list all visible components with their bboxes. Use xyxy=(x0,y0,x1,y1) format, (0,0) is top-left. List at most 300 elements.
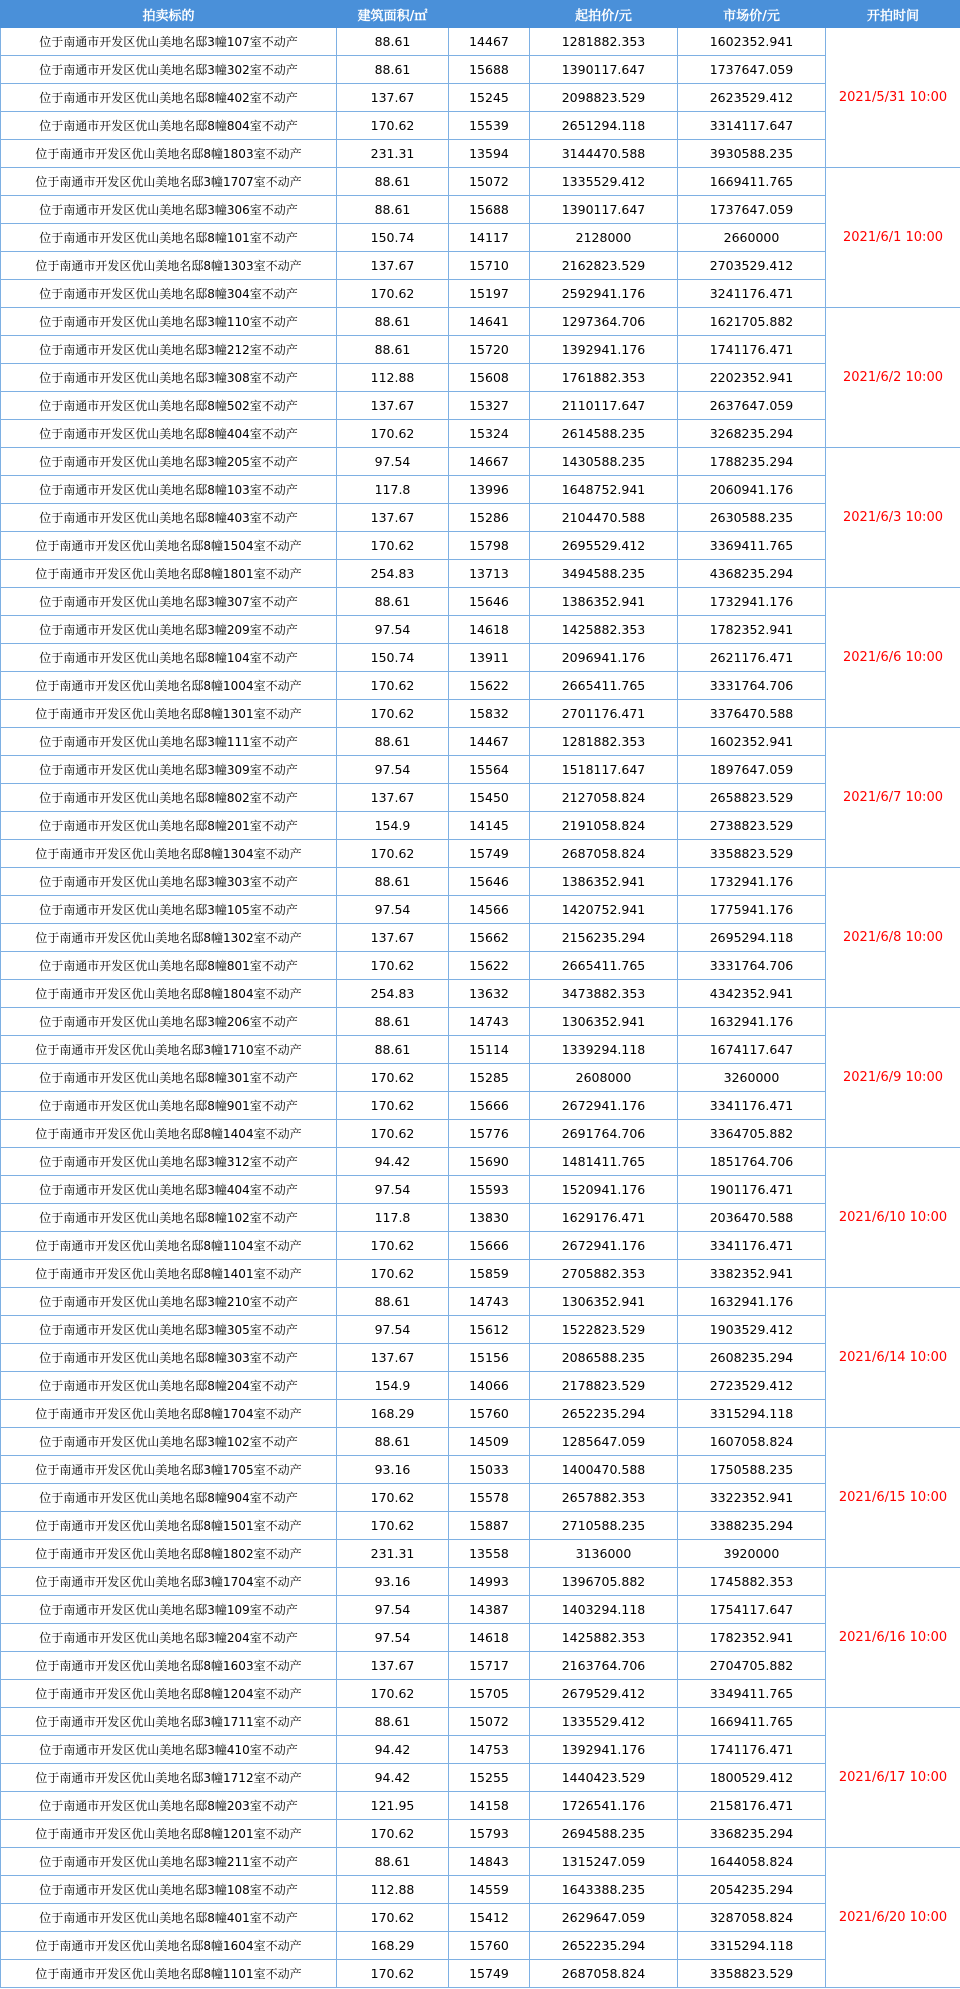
table-row xyxy=(1,336,960,364)
unit-price-cell: 15798 xyxy=(449,532,530,560)
market-price-cell: 1737647.059 xyxy=(678,196,826,224)
starting-price-cell: 2156235.294 xyxy=(530,924,678,952)
table-row xyxy=(1,1176,960,1204)
lot-name-cell: 位于南通市开发区优山美地名邸3幢302室不动产 xyxy=(1,56,337,84)
starting-price-cell: 1390117.647 xyxy=(530,56,678,84)
unit-price-cell: 15859 xyxy=(449,1260,530,1288)
table-row xyxy=(1,504,960,532)
lot-name-cell: 位于南通市开发区优山美地名邸8幢1802室不动产 xyxy=(1,1540,337,1568)
unit-price-cell: 14843 xyxy=(449,1848,530,1876)
unit-price-cell: 15539 xyxy=(449,112,530,140)
market-price-cell: 2703529.412 xyxy=(678,252,826,280)
lot-name-cell: 位于南通市开发区优山美地名邸3幢306室不动产 xyxy=(1,196,337,224)
auction-time-cell: 2021/6/10 10:00 xyxy=(826,1148,960,1288)
starting-price-cell: 1726541.176 xyxy=(530,1792,678,1820)
lot-name-cell: 位于南通市开发区优山美地名邸8幢1603室不动产 xyxy=(1,1652,337,1680)
starting-price-cell: 1386352.941 xyxy=(530,868,678,896)
starting-price-cell: 2687058.824 xyxy=(530,840,678,868)
market-price-cell: 2621176.471 xyxy=(678,644,826,672)
market-price-cell: 3388235.294 xyxy=(678,1512,826,1540)
starting-price-cell: 2127058.824 xyxy=(530,784,678,812)
unit-price-cell: 13558 xyxy=(449,1540,530,1568)
area-cell: 97.54 xyxy=(337,1176,449,1204)
starting-price-cell: 1335529.412 xyxy=(530,1708,678,1736)
starting-price-cell: 1335529.412 xyxy=(530,168,678,196)
area-cell: 170.62 xyxy=(337,1064,449,1092)
area-cell: 97.54 xyxy=(337,616,449,644)
table-row xyxy=(1,1428,960,1456)
table-row xyxy=(1,980,960,1008)
unit-price-cell: 13632 xyxy=(449,980,530,1008)
starting-price-cell: 2695529.412 xyxy=(530,532,678,560)
table-row xyxy=(1,616,960,644)
market-price-cell: 3364705.882 xyxy=(678,1120,826,1148)
table-row xyxy=(1,308,960,336)
table-row xyxy=(1,588,960,616)
area-cell: 170.62 xyxy=(337,700,449,728)
unit-price-cell: 14743 xyxy=(449,1008,530,1036)
lot-name-cell: 位于南通市开发区优山美地名邸3幢108室不动产 xyxy=(1,1876,337,1904)
area-cell: 88.61 xyxy=(337,56,449,84)
table-row xyxy=(1,1932,960,1960)
market-price-cell: 1644058.824 xyxy=(678,1848,826,1876)
unit-price-cell: 13594 xyxy=(449,140,530,168)
unit-price-cell: 15612 xyxy=(449,1316,530,1344)
table-row xyxy=(1,252,960,280)
lot-name-cell: 位于南通市开发区优山美地名邸8幢403室不动产 xyxy=(1,504,337,532)
table-row xyxy=(1,476,960,504)
starting-price-cell: 2679529.412 xyxy=(530,1680,678,1708)
area-cell: 88.61 xyxy=(337,308,449,336)
starting-price-cell: 3144470.588 xyxy=(530,140,678,168)
starting-price-cell: 2665411.765 xyxy=(530,952,678,980)
area-cell: 88.61 xyxy=(337,728,449,756)
area-cell: 170.62 xyxy=(337,1904,449,1932)
unit-price-cell: 15662 xyxy=(449,924,530,952)
unit-price-cell: 14641 xyxy=(449,308,530,336)
area-cell: 97.54 xyxy=(337,896,449,924)
market-price-cell: 2158176.471 xyxy=(678,1792,826,1820)
table-row xyxy=(1,1596,960,1624)
area-cell: 88.61 xyxy=(337,1036,449,1064)
table-row xyxy=(1,1232,960,1260)
area-cell: 137.67 xyxy=(337,1652,449,1680)
unit-price-cell: 14667 xyxy=(449,448,530,476)
table-row xyxy=(1,280,960,308)
area-cell: 170.62 xyxy=(337,1120,449,1148)
market-price-cell: 2036470.588 xyxy=(678,1204,826,1232)
market-price-cell: 1737647.059 xyxy=(678,56,826,84)
market-price-cell: 2637647.059 xyxy=(678,392,826,420)
lot-name-cell: 位于南通市开发区优山美地名邸3幢209室不动产 xyxy=(1,616,337,644)
lot-name-cell: 位于南通市开发区优山美地名邸8幢303室不动产 xyxy=(1,1344,337,1372)
table-row xyxy=(1,672,960,700)
starting-price-cell: 1761882.353 xyxy=(530,364,678,392)
unit-price-cell: 15608 xyxy=(449,364,530,392)
lot-name-cell: 位于南通市开发区优山美地名邸8幢804室不动产 xyxy=(1,112,337,140)
table-row xyxy=(1,784,960,812)
market-price-cell: 1782352.941 xyxy=(678,616,826,644)
table-row xyxy=(1,392,960,420)
unit-price-cell: 14145 xyxy=(449,812,530,840)
table-row xyxy=(1,952,960,980)
starting-price-cell: 1400470.588 xyxy=(530,1456,678,1484)
unit-price-cell: 15760 xyxy=(449,1400,530,1428)
market-price-cell: 3331764.706 xyxy=(678,952,826,980)
unit-price-cell: 15285 xyxy=(449,1064,530,1092)
lot-name-cell: 位于南通市开发区优山美地名邸8幢1304室不动产 xyxy=(1,840,337,868)
table-row xyxy=(1,1456,960,1484)
area-cell: 88.61 xyxy=(337,588,449,616)
area-cell: 170.62 xyxy=(337,1092,449,1120)
market-price-cell: 1901176.471 xyxy=(678,1176,826,1204)
area-cell: 137.67 xyxy=(337,252,449,280)
unit-price-cell: 14066 xyxy=(449,1372,530,1400)
unit-price-cell: 14158 xyxy=(449,1792,530,1820)
market-price-cell: 1632941.176 xyxy=(678,1008,826,1036)
unit-price-cell: 15245 xyxy=(449,84,530,112)
lot-name-cell: 位于南通市开发区优山美地名邸3幢303室不动产 xyxy=(1,868,337,896)
lot-name-cell: 位于南通市开发区优山美地名邸8幢502室不动产 xyxy=(1,392,337,420)
area-cell: 88.61 xyxy=(337,1708,449,1736)
lot-name-cell: 位于南通市开发区优山美地名邸3幢1704室不动产 xyxy=(1,1568,337,1596)
starting-price-cell: 1425882.353 xyxy=(530,616,678,644)
table-row xyxy=(1,1904,960,1932)
starting-price-cell: 2162823.529 xyxy=(530,252,678,280)
lot-name-cell: 位于南通市开发区优山美地名邸8幢103室不动产 xyxy=(1,476,337,504)
unit-price-cell: 15793 xyxy=(449,1820,530,1848)
lot-name-cell: 位于南通市开发区优山美地名邸8幢1803室不动产 xyxy=(1,140,337,168)
table-row xyxy=(1,1036,960,1064)
market-price-cell: 3260000 xyxy=(678,1064,826,1092)
lot-name-cell: 位于南通市开发区优山美地名邸8幢404室不动产 xyxy=(1,420,337,448)
auction-time-cell: 2021/6/6 10:00 xyxy=(826,588,960,728)
lot-name-cell: 位于南通市开发区优山美地名邸8幢904室不动产 xyxy=(1,1484,337,1512)
market-price-cell: 1745882.353 xyxy=(678,1568,826,1596)
table-row xyxy=(1,1736,960,1764)
table-row xyxy=(1,644,960,672)
table-row xyxy=(1,84,960,112)
lot-name-cell: 位于南通市开发区优山美地名邸8幢1301室不动产 xyxy=(1,700,337,728)
area-cell: 88.61 xyxy=(337,336,449,364)
starting-price-cell: 1518117.647 xyxy=(530,756,678,784)
starting-price-cell: 1285647.059 xyxy=(530,1428,678,1456)
table-row xyxy=(1,868,960,896)
starting-price-cell: 1297364.706 xyxy=(530,308,678,336)
area-cell: 170.62 xyxy=(337,840,449,868)
starting-price-cell: 1386352.941 xyxy=(530,588,678,616)
table-row xyxy=(1,1484,960,1512)
starting-price-cell: 1392941.176 xyxy=(530,1736,678,1764)
starting-price-cell: 2191058.824 xyxy=(530,812,678,840)
unit-price-cell: 14467 xyxy=(449,28,530,56)
lot-name-cell: 位于南通市开发区优山美地名邸8幢402室不动产 xyxy=(1,84,337,112)
unit-price-cell: 14743 xyxy=(449,1288,530,1316)
area-cell: 170.62 xyxy=(337,532,449,560)
market-price-cell: 2695294.118 xyxy=(678,924,826,952)
market-price-cell: 2660000 xyxy=(678,224,826,252)
table-row xyxy=(1,1288,960,1316)
market-price-cell: 2202352.941 xyxy=(678,364,826,392)
auction-time-cell: 2021/6/7 10:00 xyxy=(826,728,960,868)
unit-price-cell: 14509 xyxy=(449,1428,530,1456)
table-row xyxy=(1,1204,960,1232)
unit-price-cell: 15324 xyxy=(449,420,530,448)
area-cell: 170.62 xyxy=(337,1484,449,1512)
unit-price-cell: 14753 xyxy=(449,1736,530,1764)
market-price-cell: 1602352.941 xyxy=(678,728,826,756)
lot-name-cell: 位于南通市开发区优山美地名邸8幢1201室不动产 xyxy=(1,1820,337,1848)
starting-price-cell: 2710588.235 xyxy=(530,1512,678,1540)
table-row xyxy=(1,1400,960,1428)
auction-time-cell: 2021/6/15 10:00 xyxy=(826,1428,960,1568)
area-cell: 112.88 xyxy=(337,1876,449,1904)
lot-name-cell: 位于南通市开发区优山美地名邸8幢1302室不动产 xyxy=(1,924,337,952)
auction-time-cell: 2021/6/14 10:00 xyxy=(826,1288,960,1428)
area-cell: 231.31 xyxy=(337,140,449,168)
header-market-price: 市场价/元 xyxy=(678,1,826,28)
market-price-cell: 1732941.176 xyxy=(678,868,826,896)
market-price-cell: 2630588.235 xyxy=(678,504,826,532)
lot-name-cell: 位于南通市开发区优山美地名邸8幢1501室不动产 xyxy=(1,1512,337,1540)
area-cell: 97.54 xyxy=(337,1316,449,1344)
market-price-cell: 1800529.412 xyxy=(678,1764,826,1792)
lot-name-cell: 位于南通市开发区优山美地名邸8幢1604室不动产 xyxy=(1,1932,337,1960)
area-cell: 137.67 xyxy=(337,504,449,532)
lot-name-cell: 位于南通市开发区优山美地名邸8幢1101室不动产 xyxy=(1,1960,337,1988)
starting-price-cell: 1315247.059 xyxy=(530,1848,678,1876)
lot-name-cell: 位于南通市开发区优山美地名邸3幢1712室不动产 xyxy=(1,1764,337,1792)
market-price-cell: 4368235.294 xyxy=(678,560,826,588)
unit-price-cell: 15156 xyxy=(449,1344,530,1372)
header-auction-time: 开拍时间 xyxy=(826,1,960,28)
starting-price-cell: 2592941.176 xyxy=(530,280,678,308)
starting-price-cell: 1281882.353 xyxy=(530,728,678,756)
market-price-cell: 2738823.529 xyxy=(678,812,826,840)
unit-price-cell: 15688 xyxy=(449,56,530,84)
unit-price-cell: 14618 xyxy=(449,1624,530,1652)
unit-price-cell: 13911 xyxy=(449,644,530,672)
market-price-cell: 3368235.294 xyxy=(678,1820,826,1848)
market-price-cell: 1903529.412 xyxy=(678,1316,826,1344)
area-cell: 170.62 xyxy=(337,420,449,448)
area-cell: 137.67 xyxy=(337,84,449,112)
unit-price-cell: 14117 xyxy=(449,224,530,252)
unit-price-cell: 15749 xyxy=(449,1960,530,1988)
table-row xyxy=(1,1680,960,1708)
starting-price-cell: 1629176.471 xyxy=(530,1204,678,1232)
auction-time-cell: 2021/6/2 10:00 xyxy=(826,308,960,448)
starting-price-cell: 1520941.176 xyxy=(530,1176,678,1204)
area-cell: 93.16 xyxy=(337,1568,449,1596)
table-row xyxy=(1,1540,960,1568)
area-cell: 150.74 xyxy=(337,224,449,252)
lot-name-cell: 位于南通市开发区优山美地名邸3幢410室不动产 xyxy=(1,1736,337,1764)
table-row xyxy=(1,812,960,840)
area-cell: 154.9 xyxy=(337,1372,449,1400)
market-price-cell: 1788235.294 xyxy=(678,448,826,476)
lot-name-cell: 位于南通市开发区优山美地名邸3幢1705室不动产 xyxy=(1,1456,337,1484)
area-cell: 88.61 xyxy=(337,1288,449,1316)
market-price-cell: 2723529.412 xyxy=(678,1372,826,1400)
area-cell: 170.62 xyxy=(337,1960,449,1988)
market-price-cell: 3341176.471 xyxy=(678,1232,826,1260)
unit-price-cell: 15710 xyxy=(449,252,530,280)
lot-name-cell: 位于南通市开发区优山美地名邸3幢307室不动产 xyxy=(1,588,337,616)
market-price-cell: 1669411.765 xyxy=(678,1708,826,1736)
header-row xyxy=(1,1,960,28)
market-price-cell: 1775941.176 xyxy=(678,896,826,924)
table-row xyxy=(1,840,960,868)
table-row xyxy=(1,1372,960,1400)
auction-time-cell: 2021/6/3 10:00 xyxy=(826,448,960,588)
market-price-cell: 3358823.529 xyxy=(678,840,826,868)
auction-time-cell: 2021/6/20 10:00 xyxy=(826,1848,960,1988)
starting-price-cell: 3473882.353 xyxy=(530,980,678,1008)
area-cell: 88.61 xyxy=(337,1008,449,1036)
unit-price-cell: 15622 xyxy=(449,952,530,980)
table-row xyxy=(1,28,960,56)
lot-name-cell: 位于南通市开发区优山美地名邸3幢211室不动产 xyxy=(1,1848,337,1876)
starting-price-cell: 2178823.529 xyxy=(530,1372,678,1400)
lot-name-cell: 位于南通市开发区优山美地名邸8幢1704室不动产 xyxy=(1,1400,337,1428)
lot-name-cell: 位于南通市开发区优山美地名邸3幢404室不动产 xyxy=(1,1176,337,1204)
unit-price-cell: 15412 xyxy=(449,1904,530,1932)
market-price-cell: 1674117.647 xyxy=(678,1036,826,1064)
area-cell: 88.61 xyxy=(337,1848,449,1876)
area-cell: 170.62 xyxy=(337,1512,449,1540)
unit-price-cell: 13830 xyxy=(449,1204,530,1232)
unit-price-cell: 14559 xyxy=(449,1876,530,1904)
starting-price-cell: 1522823.529 xyxy=(530,1316,678,1344)
starting-price-cell: 1420752.941 xyxy=(530,896,678,924)
market-price-cell: 3241176.471 xyxy=(678,280,826,308)
area-cell: 88.61 xyxy=(337,868,449,896)
area-cell: 88.61 xyxy=(337,196,449,224)
starting-price-cell: 2614588.235 xyxy=(530,420,678,448)
lot-name-cell: 位于南通市开发区优山美地名邸3幢210室不动产 xyxy=(1,1288,337,1316)
header-area: 建筑面积/㎡ xyxy=(337,1,449,28)
lot-name-cell: 位于南通市开发区优山美地名邸8幢203室不动产 xyxy=(1,1792,337,1820)
table-row xyxy=(1,1064,960,1092)
lot-name-cell: 位于南通市开发区优山美地名邸8幢301室不动产 xyxy=(1,1064,337,1092)
market-price-cell: 3268235.294 xyxy=(678,420,826,448)
starting-price-cell: 1648752.941 xyxy=(530,476,678,504)
unit-price-cell: 15646 xyxy=(449,588,530,616)
starting-price-cell: 3136000 xyxy=(530,1540,678,1568)
area-cell: 170.62 xyxy=(337,112,449,140)
lot-name-cell: 位于南通市开发区优山美地名邸8幢304室不动产 xyxy=(1,280,337,308)
market-price-cell: 2658823.529 xyxy=(678,784,826,812)
table-row xyxy=(1,1344,960,1372)
unit-price-cell: 15666 xyxy=(449,1232,530,1260)
lot-name-cell: 位于南通市开发区优山美地名邸8幢1004室不动产 xyxy=(1,672,337,700)
area-cell: 88.61 xyxy=(337,1428,449,1456)
starting-price-cell: 2651294.118 xyxy=(530,112,678,140)
unit-price-cell: 15705 xyxy=(449,1680,530,1708)
area-cell: 170.62 xyxy=(337,1232,449,1260)
unit-price-cell: 15450 xyxy=(449,784,530,812)
area-cell: 97.54 xyxy=(337,1596,449,1624)
area-cell: 168.29 xyxy=(337,1932,449,1960)
area-cell: 117.8 xyxy=(337,1204,449,1232)
market-price-cell: 4342352.941 xyxy=(678,980,826,1008)
unit-price-cell: 13996 xyxy=(449,476,530,504)
unit-price-cell: 15564 xyxy=(449,756,530,784)
market-price-cell: 1851764.706 xyxy=(678,1148,826,1176)
starting-price-cell: 2163764.706 xyxy=(530,1652,678,1680)
table-row xyxy=(1,1960,960,1988)
market-price-cell: 3287058.824 xyxy=(678,1904,826,1932)
lot-name-cell: 位于南通市开发区优山美地名邸3幢107室不动产 xyxy=(1,28,337,56)
starting-price-cell: 2098823.529 xyxy=(530,84,678,112)
table-row xyxy=(1,756,960,784)
unit-price-cell: 14387 xyxy=(449,1596,530,1624)
lot-name-cell: 位于南通市开发区优山美地名邸3幢206室不动产 xyxy=(1,1008,337,1036)
market-price-cell: 2054235.294 xyxy=(678,1876,826,1904)
table-row xyxy=(1,1512,960,1540)
area-cell: 137.67 xyxy=(337,924,449,952)
starting-price-cell: 1440423.529 xyxy=(530,1764,678,1792)
starting-price-cell: 2705882.353 xyxy=(530,1260,678,1288)
market-price-cell: 3314117.647 xyxy=(678,112,826,140)
lot-name-cell: 位于南通市开发区优山美地名邸3幢309室不动产 xyxy=(1,756,337,784)
unit-price-cell: 15717 xyxy=(449,1652,530,1680)
unit-price-cell: 15887 xyxy=(449,1512,530,1540)
market-price-cell: 1750588.235 xyxy=(678,1456,826,1484)
area-cell: 112.88 xyxy=(337,364,449,392)
lot-name-cell: 位于南通市开发区优山美地名邸8幢1401室不动产 xyxy=(1,1260,337,1288)
area-cell: 168.29 xyxy=(337,1400,449,1428)
starting-price-cell: 1392941.176 xyxy=(530,336,678,364)
lot-name-cell: 位于南通市开发区优山美地名邸8幢1404室不动产 xyxy=(1,1120,337,1148)
unit-price-cell: 14467 xyxy=(449,728,530,756)
market-price-cell: 1669411.765 xyxy=(678,168,826,196)
market-price-cell: 3920000 xyxy=(678,1540,826,1568)
area-cell: 137.67 xyxy=(337,1344,449,1372)
market-price-cell: 1741176.471 xyxy=(678,1736,826,1764)
market-price-cell: 3349411.765 xyxy=(678,1680,826,1708)
table-row xyxy=(1,1876,960,1904)
market-price-cell: 1607058.824 xyxy=(678,1428,826,1456)
auction-time-cell: 2021/6/16 10:00 xyxy=(826,1568,960,1708)
lot-name-cell: 位于南通市开发区优山美地名邸3幢305室不动产 xyxy=(1,1316,337,1344)
table-row xyxy=(1,112,960,140)
area-cell: 137.67 xyxy=(337,784,449,812)
lot-name-cell: 位于南通市开发区优山美地名邸8幢801室不动产 xyxy=(1,952,337,980)
starting-price-cell: 2672941.176 xyxy=(530,1092,678,1120)
table-row xyxy=(1,532,960,560)
starting-price-cell: 2691764.706 xyxy=(530,1120,678,1148)
unit-price-cell: 15749 xyxy=(449,840,530,868)
lot-name-cell: 位于南通市开发区优山美地名邸3幢105室不动产 xyxy=(1,896,337,924)
unit-price-cell: 13713 xyxy=(449,560,530,588)
table-row xyxy=(1,448,960,476)
lot-name-cell: 位于南通市开发区优山美地名邸8幢101室不动产 xyxy=(1,224,337,252)
starting-price-cell: 2701176.471 xyxy=(530,700,678,728)
starting-price-cell: 1425882.353 xyxy=(530,1624,678,1652)
unit-price-cell: 15197 xyxy=(449,280,530,308)
table-row xyxy=(1,168,960,196)
starting-price-cell: 1643388.235 xyxy=(530,1876,678,1904)
market-price-cell: 1632941.176 xyxy=(678,1288,826,1316)
area-cell: 170.62 xyxy=(337,280,449,308)
market-price-cell: 3315294.118 xyxy=(678,1932,826,1960)
lot-name-cell: 位于南通市开发区优山美地名邸3幢1710室不动产 xyxy=(1,1036,337,1064)
starting-price-cell: 2694588.235 xyxy=(530,1820,678,1848)
unit-price-cell: 15666 xyxy=(449,1092,530,1120)
unit-price-cell: 15688 xyxy=(449,196,530,224)
